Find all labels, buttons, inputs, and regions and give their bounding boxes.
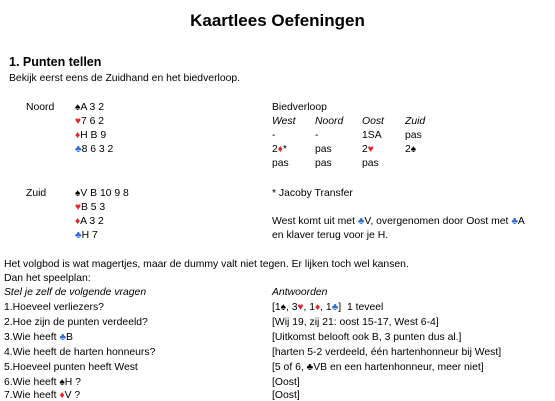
question-3: 3.Wie heeft ♣B — [4, 332, 73, 343]
bid-r3-noord: pas — [315, 158, 332, 169]
narrative-line2: Dan het speelplan: — [4, 273, 91, 284]
diamond-icon: ♦ — [75, 216, 81, 227]
south-hearts: ♥B 5 3 — [75, 202, 106, 213]
bidding-label: Biedverloop — [272, 102, 327, 113]
answer-6: [Oost] — [272, 377, 300, 388]
bid-r2-noord: pas — [315, 144, 332, 155]
club-icon: ♣ — [75, 230, 82, 241]
diamond-icon: ♦ — [277, 144, 283, 155]
club-icon: ♣ — [59, 332, 67, 343]
question-7: 7.Wie heeft ♦V ? — [4, 390, 81, 401]
north-hearts: ♥7 6 2 — [75, 116, 105, 127]
answer-4: [harten 5-2 verdeeld, één hartenhonneur bij West] — [272, 347, 502, 358]
bid-r1-noord: - — [315, 130, 319, 141]
north-spades: ♠A 3 2 — [75, 102, 105, 113]
diamond-icon: ♦ — [315, 302, 321, 313]
spade-icon: ♠ — [75, 102, 81, 113]
answer-7: [Oost] — [272, 390, 300, 401]
answer-3: [Uitkomst belooft ook B, 3 punten dus al.] — [272, 332, 462, 343]
bid-r1-zuid: pas — [405, 130, 422, 141]
answer-5: [5 of 6, ♣VB en een hartenhonneur, meer niet] — [272, 362, 484, 373]
lead-text-line2: en klaver terug voor je H. — [272, 230, 389, 241]
intro-text: Bekijk eerst eens de Zuidhand en het biedverloop. — [9, 73, 241, 84]
question-5: 5.Hoeveel punten heeft West — [4, 362, 138, 373]
questions-header: Stel je zelf de volgende vragen — [4, 287, 147, 298]
bid-header-noord: Noord — [315, 116, 344, 127]
bid-r2-zuid: 2♠ — [405, 144, 417, 155]
south-diamonds: ♦A 3 2 — [75, 216, 104, 227]
north-label: Noord — [26, 102, 55, 113]
heart-icon: ♥ — [75, 202, 81, 213]
bid-r3-oost: pas — [362, 158, 379, 169]
north-diamonds: ♦H B 9 — [75, 130, 107, 141]
club-icon: ♣ — [75, 144, 82, 155]
spade-icon: ♠ — [75, 188, 81, 199]
spade-icon: ♠ — [280, 302, 286, 313]
bid-r2-west: 2♦* — [272, 144, 287, 155]
question-2: 2.Hoe zijn de punten verdeeld? — [4, 317, 148, 328]
heart-icon: ♥ — [367, 144, 374, 155]
diamond-icon: ♦ — [59, 390, 65, 401]
jacoby-footnote: * Jacoby Transfer — [272, 188, 353, 199]
narrative-line1: Het volgbod is wat magertjes, maar de dummy valt niet tegen. Er lijken toch wel kansen. — [4, 259, 409, 270]
diamond-icon: ♦ — [75, 130, 81, 141]
club-icon: ♣ — [511, 216, 518, 227]
question-1: 1.Hoeveel verliezers? — [4, 302, 104, 313]
bid-r1-oost: 1SA — [362, 130, 382, 141]
section-heading: 1. Punten tellen — [9, 55, 102, 69]
spade-icon: ♠ — [59, 377, 65, 388]
bid-r2-oost: 2♥ — [362, 144, 374, 155]
south-clubs: ♣H 7 — [75, 230, 98, 241]
spade-icon: ♠ — [410, 144, 417, 155]
club-icon: ♣ — [331, 302, 339, 313]
club-icon: ♣ — [357, 216, 365, 227]
heart-icon: ♥ — [297, 302, 304, 313]
club-icon: ♣ — [306, 362, 314, 373]
bid-r3-west: pas — [272, 158, 289, 169]
south-label: Zuid — [26, 188, 47, 199]
bid-header-west: West — [272, 116, 296, 127]
bid-header-zuid: Zuid — [405, 116, 426, 127]
heart-icon: ♥ — [75, 116, 81, 127]
page-title: Kaartlees Oefeningen — [190, 11, 365, 30]
answer-1: [1♠, 3♥, 1♦, 1♣] 1 teveel — [272, 302, 384, 313]
bid-header-oost: Oost — [362, 116, 384, 127]
north-clubs: ♣8 6 3 2 — [75, 144, 114, 155]
bid-r1-west: - — [272, 130, 276, 141]
question-4: 4.Wie heeft de harten honneurs? — [4, 347, 156, 358]
south-spades: ♠V B 10 9 8 — [75, 188, 129, 199]
lead-text-line1: West komt uit met ♣V, overgenomen door Oost met ♣A — [272, 216, 525, 227]
answer-2: [Wij 19, zij 21: oost 15-17, West 6-4] — [272, 317, 439, 328]
question-6: 6.Wie heeft ♠H ? — [4, 377, 81, 388]
answers-header: Antwoorden — [272, 287, 328, 298]
